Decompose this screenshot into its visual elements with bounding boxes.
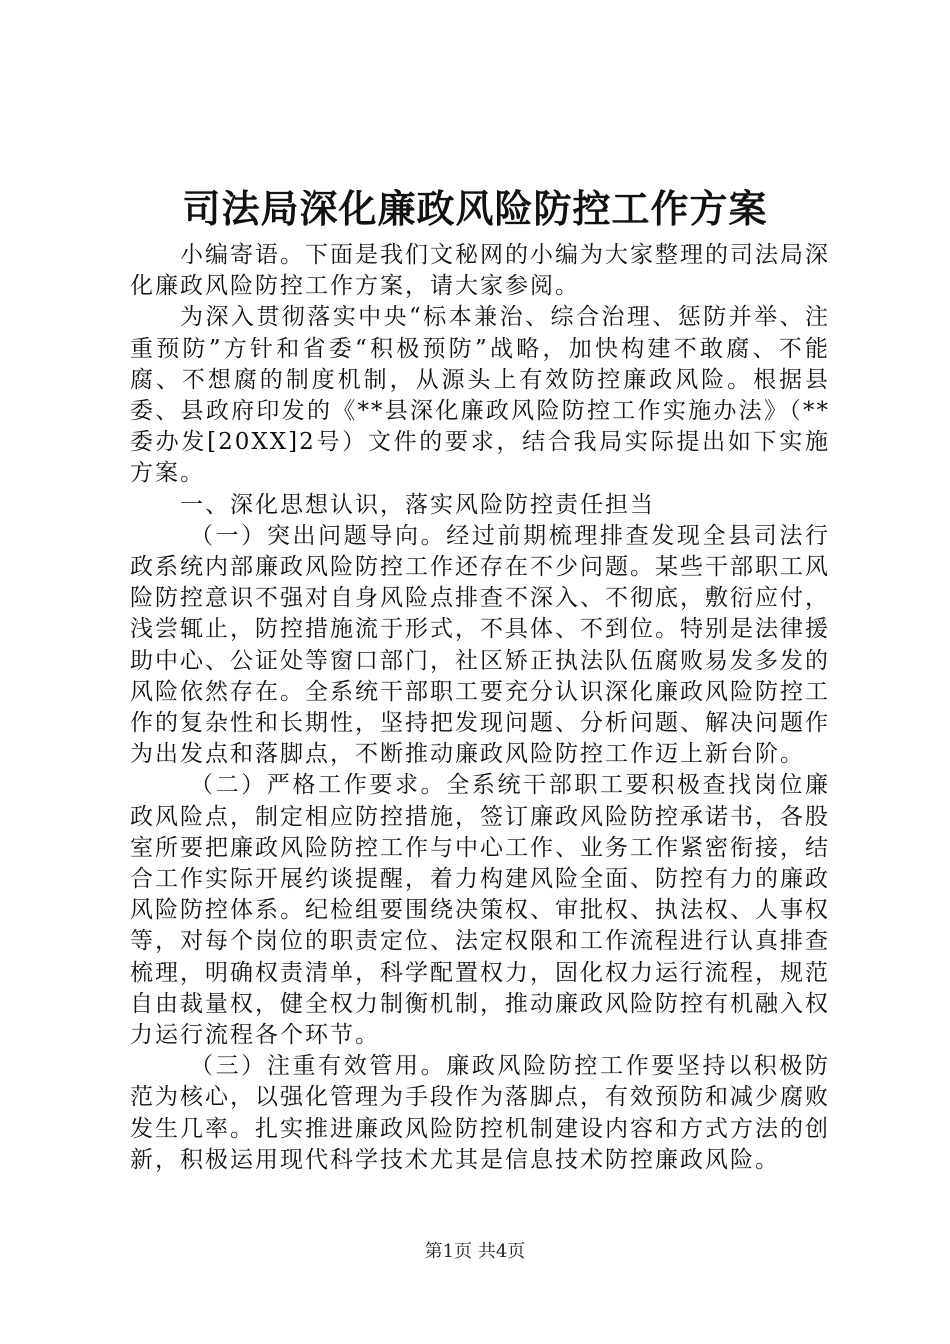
document-title: 司法局深化廉政风险防控工作方案 xyxy=(182,186,768,231)
document-body xyxy=(130,240,830,1176)
background-paragraph: 为深入贯彻落实中央“标本兼治、综合治理、惩防并举、注重预防”方针和省委“积极预防”战略，加快构建不敢腐、不能腐、不想腐的制度机制，从源头上有效防控廉政风险。根据县委、县政府印发的《**县深化廉政风险防控工作实施办法》（**委办发[20XX]2号）文件的要求，结合我局实际提出如下实施方案。 xyxy=(130,304,830,487)
section-heading-1: 一、深化思想认识，落实风险防控责任担当 xyxy=(180,491,655,518)
page-footer: 第1页 共4页 xyxy=(424,1241,526,1262)
subsection-paragraph-3: （三）注重有效管用。廉政风险防控工作要坚持以积极防范为核心，以强化管理为手段作为落脚点，有效预防和减少腐败发生几率。扎实推进廉政风险防控机制建设内容和方式方法的创新，积极运用现代科学技术尤其是信息技术防控廉政风险。 xyxy=(130,1053,830,1173)
subsection-paragraph-2: （二）严格工作要求。全系统干部职工要积极查找岗位廉政风险点，制定相应防控措施，签订廉政风险防控承诺书，各股室所要把廉政风险防控工作与中心工作、业务工作紧密衔接，结合工作实际开展约谈提醒，着力构建风险全面、防控有力的廉政风险防控体系。纪检组要围绕决策权、审批权、执法权、人事权等，对每个岗位的职责定位、法定权限和工作流程进行认真排查梳理，明确权责清单，科学配置权力，固化权力运行流程，规范自由裁量权，健全权力制衡机制，推动廉政风险防控有机融入权力运行流程各个环节。 xyxy=(130,772,830,1049)
subsection-paragraph-1: （一）突出问题导向。经过前期梳理排查发现全县司法行政系统内部廉政风险防控工作还存在不少问题。某些干部职工风险防控意识不强对自身风险点排查不深入、不彻底，敷衍应付，浅尝辄止，防控措施流于形式，不具体、不到位。特别是法律援助中心、公证处等窗口部门，社区矫正执法队伍腐败易发多发的风险依然存在。全系统干部职工要充分认识深化廉政风险防控工作的复杂性和长期性，坚持把发现问题、分析问题、解决问题作为出发点和落脚点，不断推动廉政风险防控工作迈上新台阶。 xyxy=(130,522,830,768)
intro-paragraph: 小编寄语。下面是我们文秘网的小编为大家整理的司法局深化廉政风险防控工作方案，请大家参阅。 xyxy=(130,242,830,300)
